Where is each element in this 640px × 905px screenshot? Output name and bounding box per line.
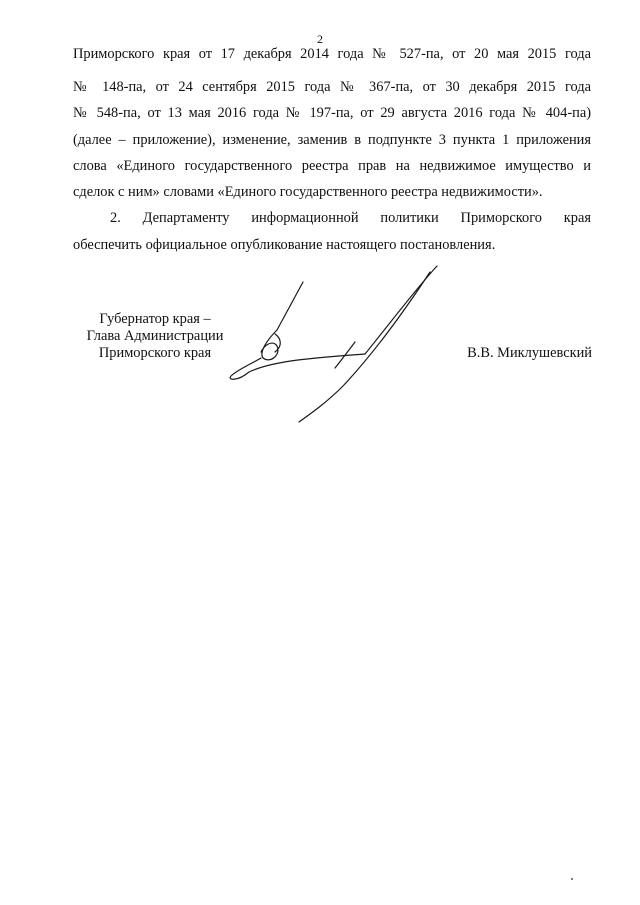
paragraph-line: № 548-па, от 13 мая 2016 года № 197-па, от 29 августа 2016 года № 404-па) bbox=[73, 105, 591, 121]
paragraph-line: слова «Единого государственного реестра прав на недвижимое имущество и bbox=[73, 158, 591, 174]
paragraph-line: (далее – приложение), изменение, заменив в подпункте 3 пункта 1 приложения bbox=[73, 132, 591, 148]
paragraph-line: сделок с ним» словами «Единого государственного реестра недвижимости». bbox=[73, 184, 543, 200]
paragraph-line: 2. Департаменту информационной политики Приморского края bbox=[110, 210, 591, 226]
signatory-title-line: Приморского края bbox=[98, 345, 212, 361]
paragraph-line: Приморского края от 17 декабря 2014 года № 527-па, от 20 мая 2015 года bbox=[73, 46, 591, 62]
signatory-title-line: Глава Администрации bbox=[86, 328, 224, 344]
page-number: 2 bbox=[317, 32, 323, 46]
signatory-title-line: Губернатор края – bbox=[99, 311, 211, 327]
signatory-name: В.В. Миклушевский bbox=[467, 345, 592, 361]
scan-speck bbox=[571, 878, 573, 880]
handwritten-signature-icon bbox=[215, 260, 455, 430]
paragraph-line: обеспечить официальное опубликование настоящего постановления. bbox=[73, 237, 496, 253]
paragraph-line: № 148-па, от 24 сентября 2015 года № 367-па, от 30 декабря 2015 года bbox=[73, 79, 591, 95]
